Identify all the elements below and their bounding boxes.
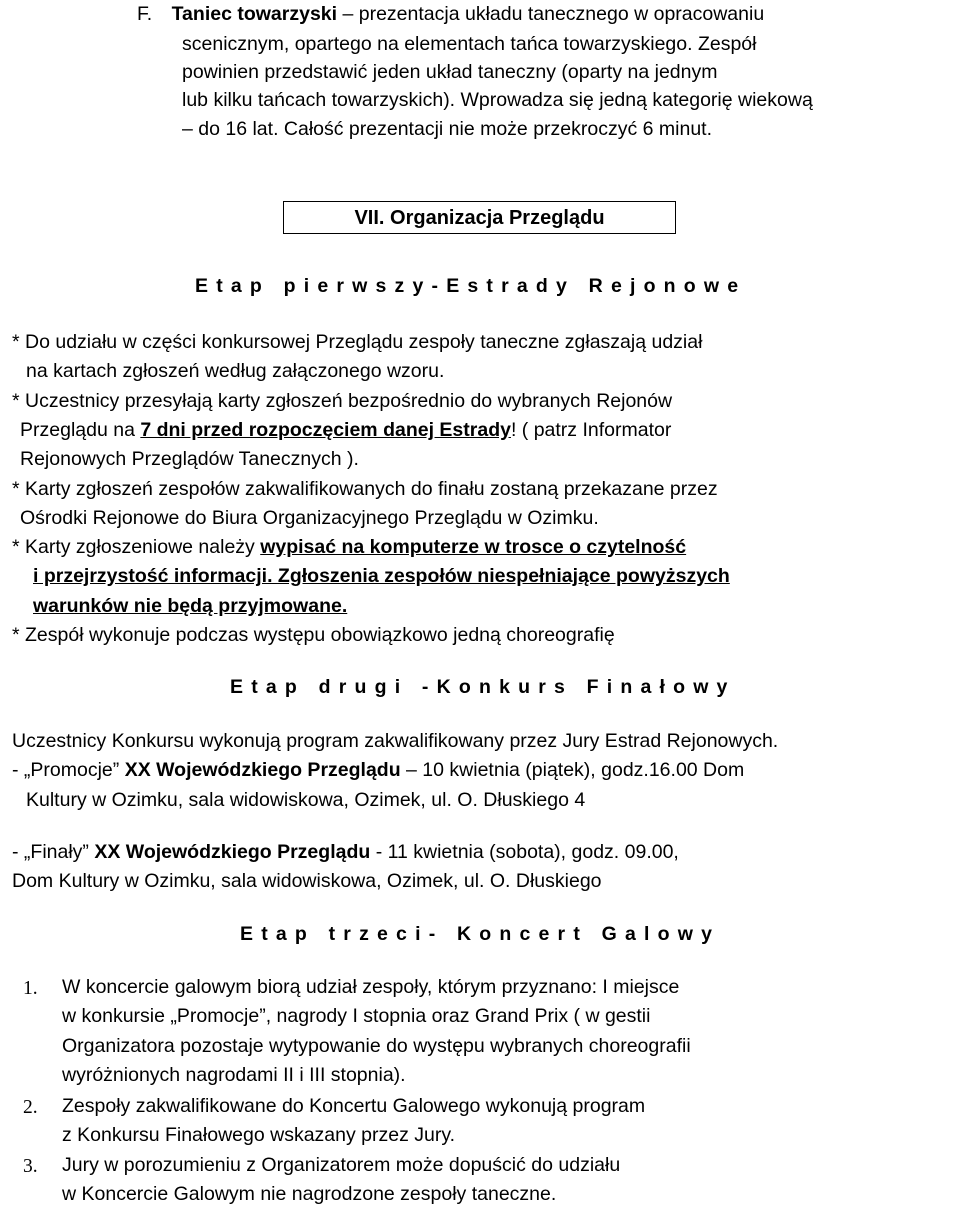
stage-1-line-4 <box>20 418 671 442</box>
stage-1-line-4-end: ! ( patrz Informator <box>510 419 672 441</box>
section-f-line-1 <box>137 2 764 26</box>
stage-1-line-7: Ośrodki Rejonowe do Biura Organizacyjnego Przeglądu w Ozimku. <box>20 507 599 529</box>
stage-3-item-3-line-2: w Koncercie Galowym nie nagrodzone zespoły taneczne. <box>62 1183 557 1205</box>
stage-2-line-4-bold: XX Wojewódzkiego Przeglądu <box>94 841 371 863</box>
stage-2-line-4-end: - 11 kwietnia (sobota), godz. 09.00, <box>370 841 679 863</box>
stage-1-line-9-start: i przejrzystość informacji. <box>33 565 273 587</box>
section-f-line-1-rest: – prezentacja układu tanecznego w opracowaniu <box>337 3 765 25</box>
stage-1-line-6: * Karty zgłoszeń zespołów zakwalifikowanych do finału zostaną przekazane przez <box>12 478 718 500</box>
stage-1-line-3: * Uczestnicy przesyłają karty zgłoszeń bezpośrednio do wybranych Rejonów <box>12 390 673 412</box>
stage-2-line-5: Dom Kultury w Ozimku, sala widowiskowa, Ozimek, ul. O. Dłuskiego <box>12 870 602 892</box>
stage-3-item-3-number: 3. <box>23 1156 38 1177</box>
section-f-line-5: – do 16 lat. Całość prezentacji nie może przekroczyć 6 minut. <box>182 118 712 140</box>
stage-3-item-1-line-3: Organizatora pozostaje wytypowanie do występu wybranych choreografii <box>62 1035 691 1057</box>
stage-1-line-9 <box>33 564 730 588</box>
stage-3-item-2-number: 2. <box>23 1097 38 1118</box>
chapter-heading: VII. Organizacja Przeglądu <box>354 207 605 229</box>
stage-2-line-2-bold: XX Wojewódzkiego Przeglądu <box>124 759 401 781</box>
stage-3-item-1-line-2: w konkursie „Promocje”, nagrody I stopnia oraz Grand Prix ( w gestii <box>62 1005 651 1027</box>
stage-3-item-3-line-1: Jury w porozumieniu z Organizatorem może dopuścić do udziału <box>62 1154 621 1176</box>
section-f-line-4: lub kilku tańcach towarzyskich). Wprowadza się jedną kategorię wiekową <box>182 89 813 111</box>
stage-2-line-2-end: – 10 kwietnia (piątek), godz.16.00 Dom <box>400 759 745 781</box>
stage-3-item-2-line-2: z Konkursu Finałowego wskazany przez Jury. <box>62 1124 456 1146</box>
stage-1-line-4-start: Przeglądu na <box>20 419 141 441</box>
section-f-letter: F. <box>137 3 153 25</box>
stage-3-item-2-line-1: Zespoły zakwalifikowane do Koncertu Galowego wykonują program <box>62 1095 646 1117</box>
computer-fill-notice: wypisać na komputerze w trosce o czytelność <box>260 536 687 558</box>
stage-2-line-4 <box>12 840 679 864</box>
stage-1-line-5: Rejonowych Przeglądów Tanecznych ). <box>20 448 359 470</box>
stage-2-heading: Etap drugi -Konkurs Finałowy <box>230 676 736 698</box>
stage-1-line-9-end: Zgłoszenia zespołów niespełniające powyższych <box>272 565 730 587</box>
stage-3-item-1-line-1: W koncercie galowym biorą udział zespoły, którym przyznano: I miejsce <box>62 976 680 998</box>
stage-1-line-10: warunków nie będą przyjmowane. <box>33 595 348 617</box>
stage-1-line-8-start: * Karty zgłoszeniowe należy <box>12 536 261 558</box>
stage-3-heading: Etap trzeci- Koncert Galowy <box>240 923 721 945</box>
stage-1-line-1: * Do udziału w części konkursowej Przeglądu zespoły taneczne zgłaszają udział <box>12 331 703 353</box>
stage-2-line-2 <box>12 758 744 782</box>
stage-3-item-1-number: 1. <box>23 978 38 999</box>
stage-3-item-1-line-4: wyróżnionych nagrodami II i III stopnia). <box>62 1064 406 1086</box>
section-f-line-3: powinien przedstawić jeden układ taneczny (oparty na jednym <box>182 61 718 83</box>
stage-1-line-11: * Zespół wykonuje podczas występu obowiązkowo jedną choreografię <box>12 624 615 646</box>
stage-1-line-8 <box>12 535 686 559</box>
chapter-heading-box <box>283 201 676 234</box>
stage-1-heading: Etap pierwszy-Estrady Rejonowe <box>195 275 747 297</box>
stage-2-line-2-start: - „Promocje” <box>12 759 125 781</box>
stage-2-line-4-start: - „Finały” <box>12 841 95 863</box>
deadline-notice: 7 dni przed rozpoczęciem danej Estrady <box>140 419 511 441</box>
stage-2-line-1: Uczestnicy Konkursu wykonują program zakwalifikowany przez Jury Estrad Rejonowych. <box>12 730 779 752</box>
section-f-title: Taniec towarzyski <box>171 3 338 25</box>
stage-1-line-2: na kartach zgłoszeń według załączonego wzoru. <box>26 360 445 382</box>
stage-2-line-3: Kultury w Ozimku, sala widowiskowa, Ozimek, ul. O. Dłuskiego 4 <box>26 789 586 811</box>
section-f-line-2: scenicznym, opartego na elementach tańca towarzyskiego. Zespół <box>182 33 757 55</box>
